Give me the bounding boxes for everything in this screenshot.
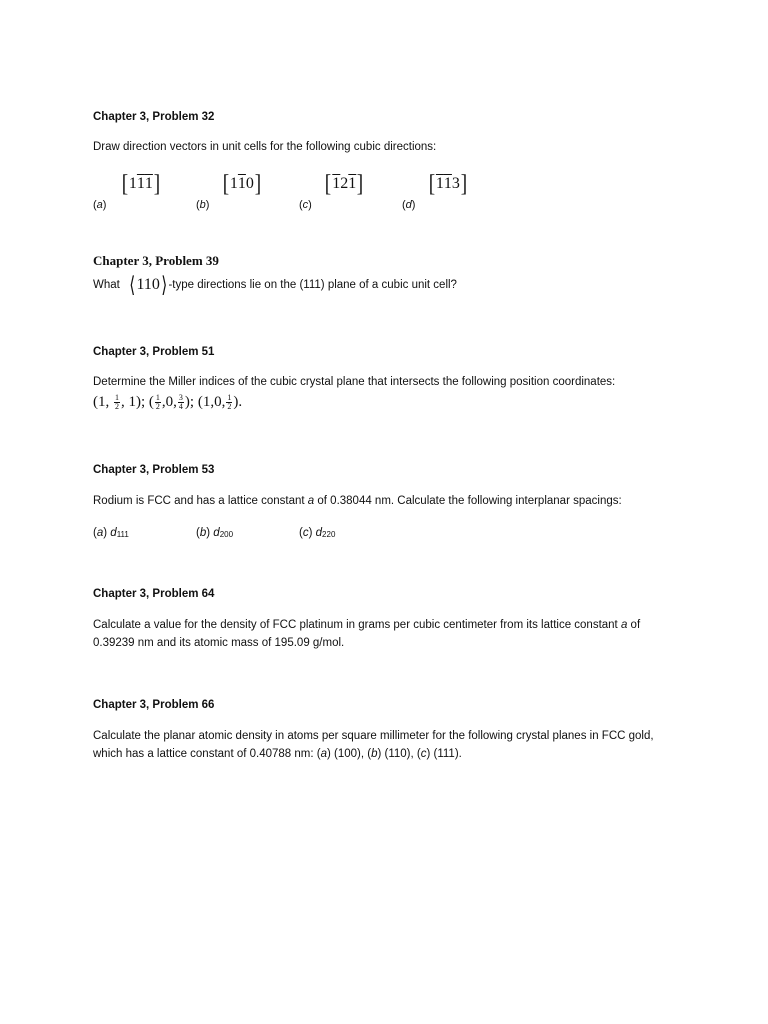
p53-item-b: (b) d200	[196, 527, 234, 539]
item-label: (d)	[402, 199, 416, 211]
p32-text: Draw direction vectors in unit cells for the following cubic directions:	[93, 141, 437, 153]
p32-item-c	[299, 171, 364, 211]
p66-line1: Calculate the planar atomic density in atoms per square millimeter for the following crystal planes in FCC gold,	[93, 730, 654, 742]
p32-item-a	[93, 171, 161, 211]
direction-vector: [ 1 2 1 ]	[325, 171, 364, 197]
direction-family: ⟨ 110 ⟩	[129, 272, 168, 297]
p53-item-a: (a) d111	[93, 527, 129, 539]
direction-vector: [ 1 1 3 ]	[428, 171, 468, 197]
direction-vector: [ 1 1 0 ]	[222, 171, 262, 197]
p32-item-d	[402, 171, 468, 211]
p51-text: Determine the Miller indices of the cubic crystal plane that intersects the following position coordinates:	[93, 376, 616, 388]
p51-heading: Chapter 3, Problem 51	[93, 346, 215, 358]
p32-heading: Chapter 3, Problem 32	[93, 111, 215, 123]
p64-heading: Chapter 3, Problem 64	[93, 588, 215, 600]
item-label: (a)	[93, 199, 107, 211]
p32-item-b	[196, 171, 262, 211]
item-label: (b)	[196, 199, 210, 211]
fraction: $\frac{1}{2}$	[227, 393, 232, 412]
fraction: $\frac{1}{2}$	[155, 393, 160, 412]
p64-line1: Calculate a value for the density of FCC platinum in grams per cubic centimeter from its lattice constant a of	[93, 619, 641, 631]
p53-item-c: (c) d220	[299, 527, 336, 539]
p39-heading: Chapter 3, Problem 39	[93, 253, 219, 268]
p53-heading: Chapter 3, Problem 53	[93, 464, 215, 476]
p53-text: Rodium is FCC and has a lattice constant a of 0.38044 nm. Calculate the following interplanar spacings:	[93, 495, 622, 507]
p51-coordinates: (1, $\frac{1}{2}$ , 1); ( $\frac{1}{2}$ ,0, $\frac{3}{4}$ ); (1,0, $\frac{1}{2}$ ).	[93, 393, 243, 412]
p64-line2: 0.39239 nm and its atomic mass of 195.09 g/mol.	[93, 637, 345, 649]
fraction: $\frac{3}{4}$	[178, 393, 183, 412]
item-label: (c)	[299, 199, 312, 211]
p66-heading: Chapter 3, Problem 66	[93, 699, 215, 711]
direction-vector: [ 1 1 1 ]	[121, 171, 161, 197]
p39-text: What ⟨ 110 ⟩ -type directions lie on the (111) plane of a cubic unit cell?	[93, 272, 457, 297]
p66-line2: which has a lattice constant of 0.40788 nm: (a) (100), (b) (110), (c) (111).	[93, 748, 462, 760]
fraction: $\frac{1}{2}$	[115, 393, 119, 412]
